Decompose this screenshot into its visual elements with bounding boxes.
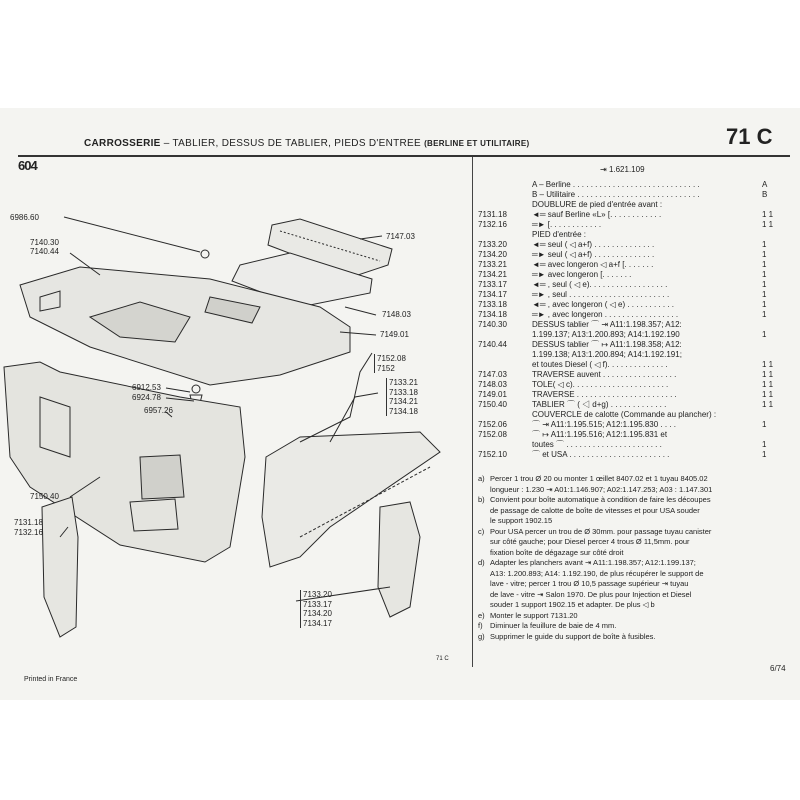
- note-text: lave - vitre; percer 1 trou Ø 10,5 passage supérieur ⇥ tuyau: [490, 579, 689, 588]
- note-text: fixation boîte de dégazage sur côté droit: [490, 547, 624, 557]
- part-desc: ◄═ avec longeron ◁ a+f [. . . . . . .: [532, 260, 654, 269]
- part-ref: 7140.30: [478, 320, 507, 329]
- note-letter: c): [478, 526, 485, 536]
- part-desc: ⌒ et USA . . . . . . . . . . . . . . . . . . . . . . .: [532, 450, 670, 459]
- part-row: [478, 390, 788, 400]
- part-desc: DESSUS tablier ⌒ ⇥ A11:1.198.357; A12:: [532, 320, 682, 329]
- label-7150: 7150.40: [30, 492, 59, 501]
- part-ref: 7133.21: [478, 260, 507, 269]
- part-desc: ◄═ , avec longeron ( ◁ e) . . . . . . . . . . .: [532, 300, 675, 309]
- model-logo: 604: [18, 158, 37, 173]
- part-row: [478, 230, 788, 240]
- note-text: Adapter les planchers avant ⇥ A11:1.198.357; A12:1.199.137;: [490, 558, 696, 567]
- part-qty: 1: [762, 240, 767, 249]
- label-7140-30: 7140.30: [30, 238, 59, 247]
- callout-item: 7134.20: [303, 609, 332, 618]
- note-text: Supprimer le guide du support de boîte à fusibles.: [490, 631, 656, 641]
- part-ref: 7140.44: [478, 340, 507, 349]
- part-qty: 1: [762, 440, 767, 449]
- note-text: A13: 1.200.893; A14: 1.192.190, de plus récupérer le support de: [490, 568, 704, 578]
- part-row: [478, 200, 788, 210]
- part-qty: 1 1: [762, 220, 774, 229]
- part-row: [478, 430, 788, 440]
- part-row: [478, 450, 788, 460]
- part-row: [478, 320, 788, 330]
- note-text: le support 1902.15: [490, 516, 553, 525]
- part-qty: 1: [762, 310, 767, 319]
- note-text: sur côté gauche; pour Diesel percer 4 trous Ø 11,5mm. pour: [490, 537, 690, 546]
- part-desc: ◄═ sauf Berline «L» [. . . . . . . . . . . .: [532, 210, 662, 219]
- part-desc: ⌒ ⇥ A11:1.195.515; A12:1.195.830 . . . .: [532, 420, 676, 429]
- part-desc: ═► seul ( ◁ a+f) . . . . . . . . . . . . . .: [532, 250, 655, 259]
- label-7149: 7149.01: [380, 330, 409, 339]
- part-desc: ◄═ , seul ( ◁ e). . . . . . . . . . . . . . . . . .: [532, 280, 668, 289]
- callout-item: 7152.08: [377, 354, 406, 363]
- part-row: [478, 370, 788, 380]
- part-desc: 1.199.137; A13:1.200.893; A14:1.192.190: [532, 330, 680, 339]
- part-row: [478, 410, 788, 420]
- callout-item: 7134.17: [303, 618, 332, 628]
- note-text: Monter le support 7131.20: [490, 610, 578, 620]
- part-row: [478, 400, 788, 410]
- note-text: longueur : 1.230 ⇥ A01:1.146.907; A02:1.147.253; A03 : 1.147.301: [490, 484, 713, 494]
- note-letter: a): [478, 474, 485, 483]
- part-ref: 7134.17: [478, 290, 507, 299]
- part-row: [478, 280, 788, 290]
- callout-7133-7134-lower: [300, 590, 332, 628]
- part-desc: DESSUS tablier ⌒ ↦ A11:1.198.358; A12:: [532, 340, 682, 349]
- note-text: Convient pour boîte automatique à condition de faire les découpes: [490, 495, 711, 504]
- part-desc: ◄═ seul ( ◁ a+f) . . . . . . . . . . . . . .: [532, 240, 655, 249]
- note-text: Diminuer la feuillure de baie de 4 mm.: [490, 621, 617, 630]
- callout-item: 7133.21: [389, 378, 418, 387]
- part-ref: 7134.18: [478, 310, 507, 319]
- callout-7152: [374, 354, 406, 373]
- label-6924: 6924.78: [132, 393, 161, 402]
- top-ref: ⇥ 1.621.109: [600, 165, 645, 174]
- part-qty: 1: [762, 450, 767, 459]
- callout-7133-7134: [386, 378, 418, 416]
- part-qty: 1 1: [762, 360, 774, 369]
- label-7140-44: 7140.44: [30, 247, 59, 256]
- part-ref: 7133.17: [478, 280, 507, 289]
- part-ref: 7152.10: [478, 450, 507, 459]
- part-desc: PIED d'entrée :: [532, 230, 586, 239]
- part-ref: 7132.16: [478, 220, 507, 229]
- part-qty: 1: [762, 330, 767, 339]
- part-desc: TRAVERSE . . . . . . . . . . . . . . . . . . . . . . .: [532, 390, 677, 399]
- note-letter: f): [478, 621, 483, 630]
- note-letter: b): [478, 495, 485, 504]
- callout-item: 7133.20: [303, 590, 332, 599]
- part-desc: A – Berline . . . . . . . . . . . . . . . . . . . . . . . . . . . . .: [532, 180, 700, 189]
- part-row: [478, 310, 788, 320]
- part-qty: A: [762, 180, 768, 189]
- part-desc: DOUBLURE de pied d'entrée avant :: [532, 200, 663, 209]
- section-code: 71 C: [726, 124, 773, 149]
- part-desc: TRAVERSE auvent . . . . . . . . . . . . . . . . .: [532, 370, 677, 379]
- part-row: [478, 360, 788, 370]
- note-text: souder 1 support 1902.15 et adapter. De plus ◁ b: [490, 600, 655, 609]
- part-qty: 1: [762, 420, 767, 429]
- callout-item: 7134.21: [389, 397, 418, 406]
- part-row: [478, 240, 788, 250]
- part-row: [478, 250, 788, 260]
- part-desc: ═► [. . . . . . . . . . . .: [532, 220, 602, 229]
- part-row: [478, 420, 788, 430]
- part-row: [478, 270, 788, 280]
- label-7131: 7131.18: [14, 518, 43, 527]
- label-6986: 6986.60: [10, 213, 39, 222]
- part-qty: 1: [762, 300, 767, 309]
- note-letter: g): [478, 631, 485, 641]
- part-qty: 1: [762, 270, 767, 279]
- part-row: [478, 380, 788, 390]
- part-qty: 1: [762, 260, 767, 269]
- part-row: [478, 210, 788, 220]
- callout-item: 7134.18: [389, 406, 418, 416]
- part-row: [478, 190, 788, 200]
- label-6957: 6957.26: [144, 406, 173, 415]
- part-desc: ═► , avec longeron . . . . . . . . . . . . . . . . .: [532, 310, 679, 319]
- part-desc: ═► , seul . . . . . . . . . . . . . . . . . . . . . . .: [532, 290, 670, 299]
- note-letter: e): [478, 610, 485, 620]
- part-row: [478, 330, 788, 340]
- callout-item: 7133.18: [389, 387, 418, 397]
- part-row: [478, 290, 788, 300]
- column-divider: [472, 157, 473, 667]
- part-ref: 7152.08: [478, 430, 507, 439]
- part-qty: 1 1: [762, 400, 774, 409]
- part-desc: ═► avec longeron [. . . . . . .: [532, 270, 632, 279]
- page-title: CARROSSERIE – TABLIER, DESSUS DE TABLIER, PIEDS D'ENTREE (BERLINE ET UTILITAIRE): [84, 138, 530, 149]
- part-ref: 7134.20: [478, 250, 507, 259]
- callout-item: 7152: [377, 363, 395, 373]
- part-desc: TABLIER ⌒ ( ◁ d+g) . . . . . . . . . . . . .: [532, 400, 667, 409]
- part-qty: 1 1: [762, 380, 774, 389]
- part-row: [478, 180, 788, 190]
- part-ref: 7131.18: [478, 210, 507, 219]
- note-letter: d): [478, 558, 485, 567]
- part-desc: toutes ⌒ . . . . . . . . . . . . . . . . . . . . . .: [532, 440, 662, 449]
- label-7147: 7147.03: [386, 232, 415, 241]
- part-desc: TOLE( ◁ c). . . . . . . . . . . . . . . . . . . . . .: [532, 380, 669, 389]
- page-number: 6/74: [770, 664, 786, 673]
- part-qty: 1: [762, 250, 767, 259]
- part-desc: 1.199.138; A13:1.200.894; A14:1.192.191;: [532, 350, 682, 359]
- part-ref: 7133.18: [478, 300, 507, 309]
- note-text: Percer 1 trou Ø 20 ou monter 1 œillet 8407.02 et 1 tuyau 8405.02: [490, 474, 708, 483]
- callout-item: 7133.17: [303, 599, 332, 609]
- part-desc: ⌒ ↦ A11:1.195.516; A12:1.195.831 et: [532, 430, 668, 439]
- part-ref: 7147.03: [478, 370, 507, 379]
- part-row: [478, 300, 788, 310]
- part-qty: B: [762, 190, 768, 199]
- part-desc: COUVERCLE de calotte (Commande au plancher) :: [532, 410, 717, 419]
- label-7132: 7132.16: [14, 528, 43, 537]
- part-row: [478, 350, 788, 360]
- part-ref: 7150.40: [478, 400, 507, 409]
- part-ref: 7149.01: [478, 390, 507, 399]
- part-desc: B – Utilitaire . . . . . . . . . . . . . . . . . . . . . . . . . . . .: [532, 190, 700, 199]
- note-text: de lave - vitre ⇥ Salon 1970. De plus pour Injection et Diesel: [490, 589, 692, 599]
- part-qty: 1 1: [762, 210, 774, 219]
- part-qty: 1 1: [762, 370, 774, 379]
- printed-in: Printed in France: [24, 676, 78, 683]
- footer-code: 71 C: [436, 656, 449, 662]
- label-7148: 7148.03: [382, 310, 411, 319]
- note-text: Pour USA percer un trou de Ø 30mm. pour passage tuyau canister: [490, 526, 712, 536]
- part-ref: 7134.21: [478, 270, 507, 279]
- part-desc: et toutes Diesel ( ◁ f). . . . . . . . . . . . . .: [532, 360, 668, 369]
- part-ref: 7152.06: [478, 420, 507, 429]
- part-ref: 7148.03: [478, 380, 507, 389]
- part-qty: 1 1: [762, 390, 774, 399]
- part-row: [478, 340, 788, 350]
- part-ref: 7133.20: [478, 240, 507, 249]
- note-text: de passage de calotte de boîte de vitesses et pour USA souder: [490, 505, 700, 515]
- label-6912: 6912.53: [132, 383, 161, 392]
- part-row: [478, 440, 788, 450]
- part-row: [478, 260, 788, 270]
- part-row: [478, 220, 788, 230]
- part-qty: 1: [762, 290, 767, 299]
- part-qty: 1: [762, 280, 767, 289]
